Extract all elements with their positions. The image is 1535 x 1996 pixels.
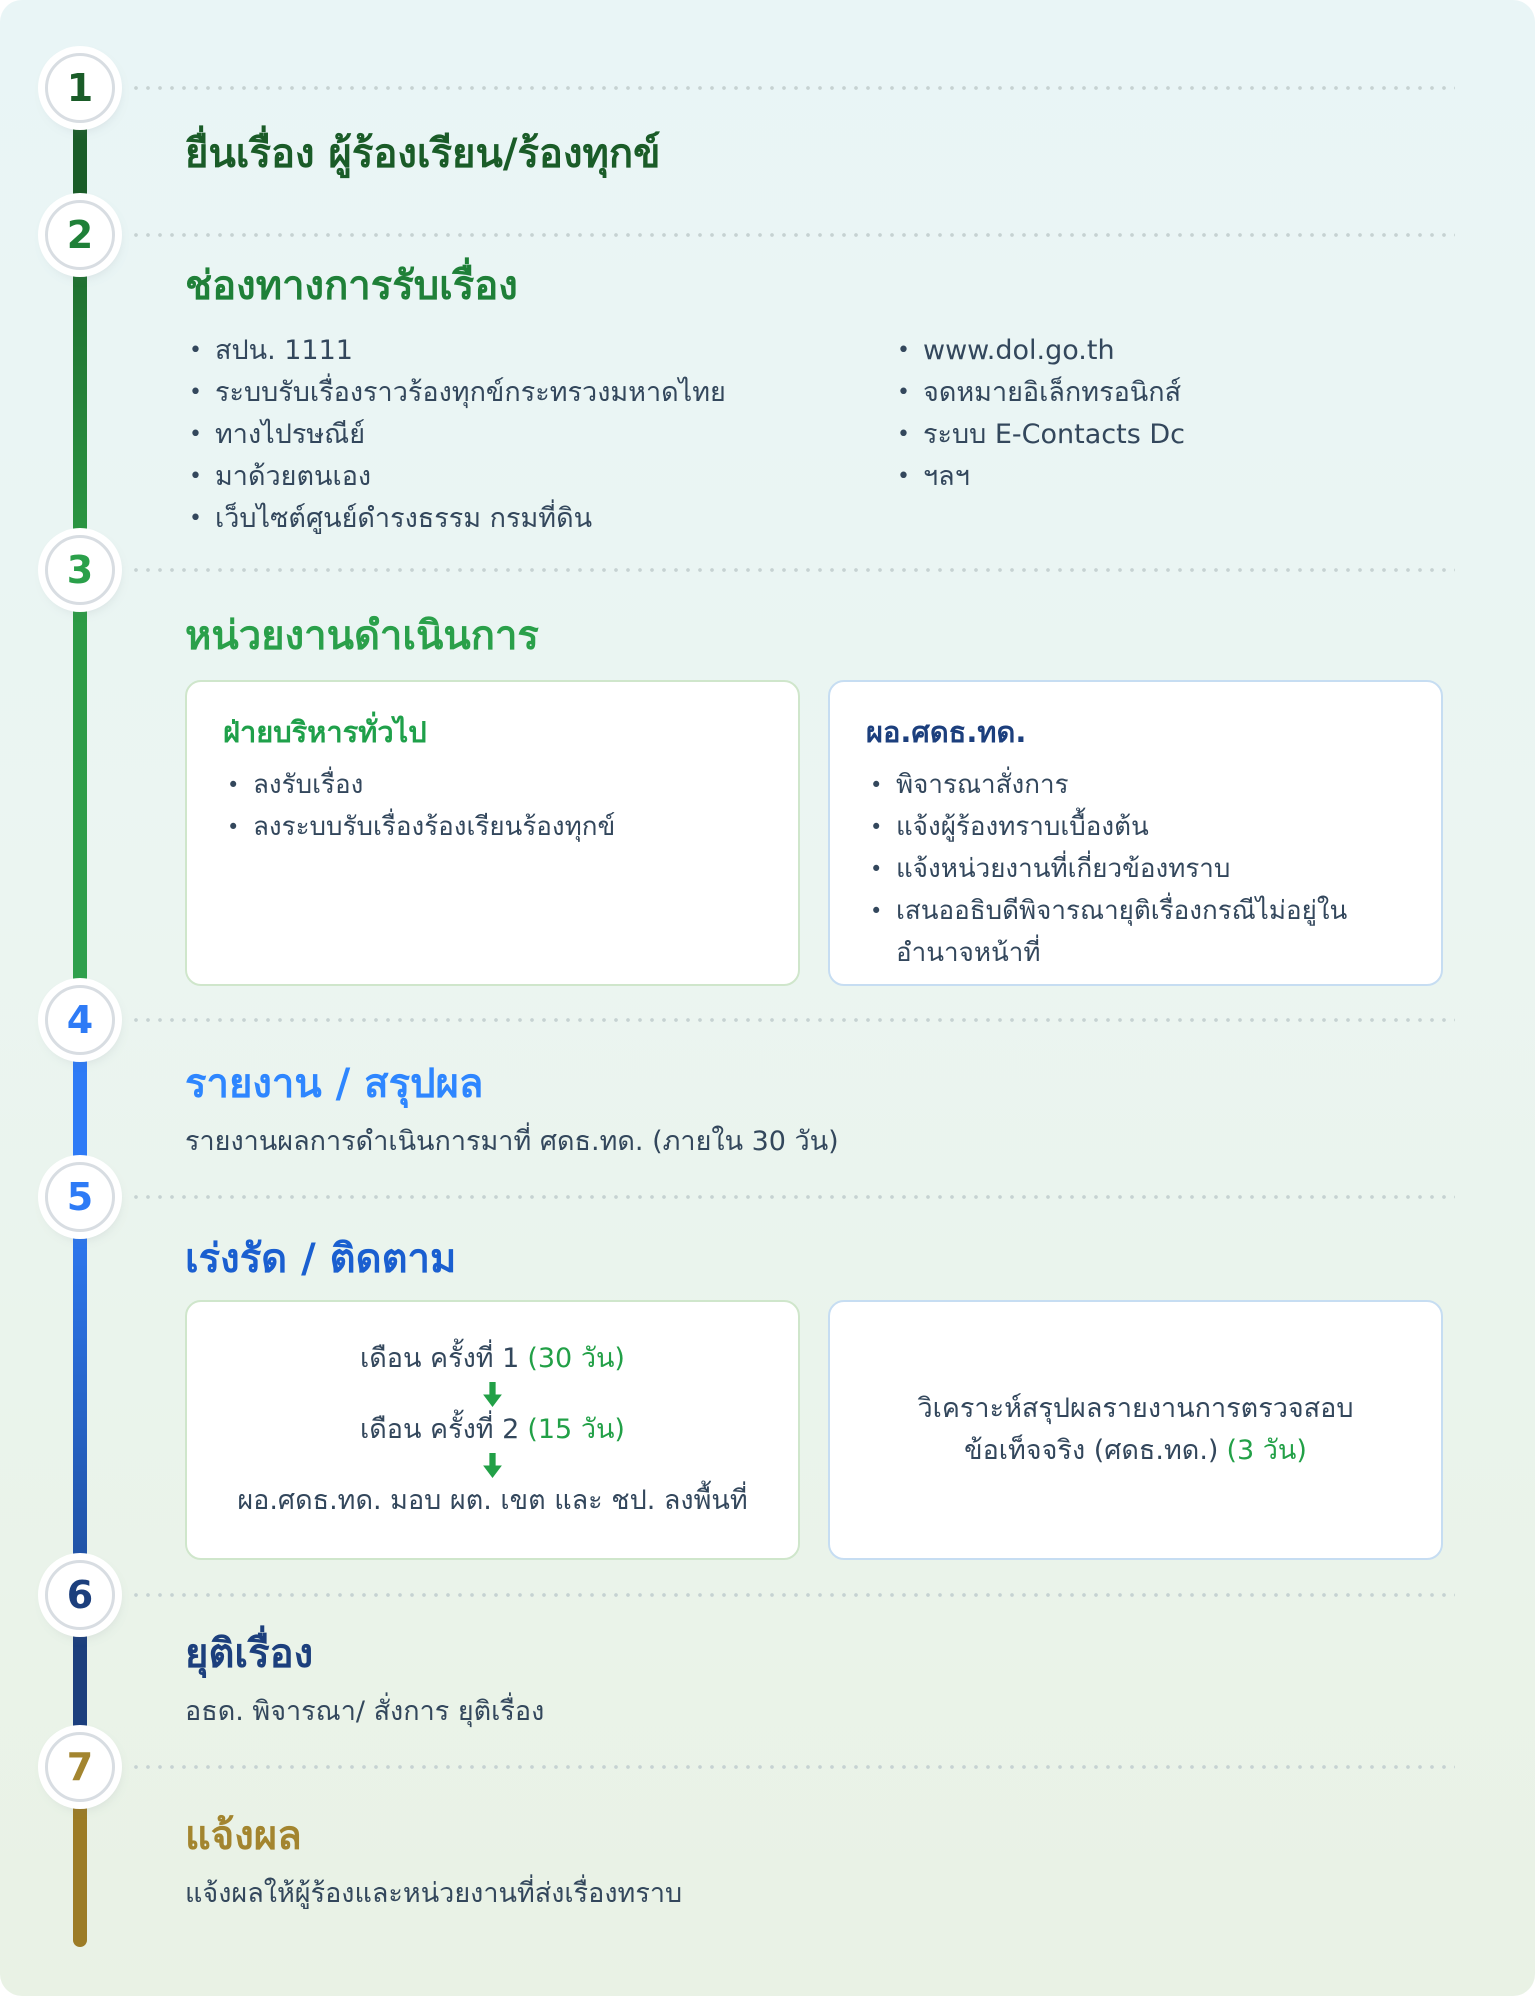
flow-step-2 xyxy=(360,1410,625,1450)
step-circle-5 xyxy=(45,1162,115,1232)
analysis-text: ข้อเท็จจริง (ศดธ.ทด.) xyxy=(964,1435,1219,1466)
step-circle-2 xyxy=(45,200,115,270)
analysis-line-2 xyxy=(964,1430,1307,1472)
dotted-divider xyxy=(130,568,1455,572)
flow-step-duration: (30 วัน) xyxy=(527,1343,625,1374)
channels-list-right xyxy=(893,330,1453,498)
dotted-divider xyxy=(130,1593,1455,1597)
channel-item: • ระบบ E-Contacts Dc xyxy=(893,414,1453,456)
step-title-report: รายงาน / สรุปผล xyxy=(185,1061,484,1107)
flow-step-3: ผอ.ศดธ.ทด. มอบ ผต. เขต และ ชป. ลงพื้นที่ xyxy=(237,1485,748,1516)
card-item-list xyxy=(866,764,1405,974)
flow-step-1 xyxy=(360,1339,625,1379)
step-title-operating-units: หน่วยงานดำเนินการ xyxy=(185,613,539,659)
step-number: 6 xyxy=(66,1573,94,1617)
step-circle-7 xyxy=(45,1732,115,1802)
dotted-divider xyxy=(130,1195,1455,1199)
card-item: • พิจารณาสั่งการ xyxy=(866,764,1405,806)
step-number: 2 xyxy=(66,213,94,257)
dotted-divider xyxy=(130,1765,1455,1769)
step-number: 3 xyxy=(66,548,94,592)
dotted-divider xyxy=(130,1018,1455,1022)
channel-item: • เว็บไซต์ศูนย์ดำรงธรรม กรมที่ดิน xyxy=(185,498,875,540)
step-circle-3 xyxy=(45,535,115,605)
analysis-line-1: วิเคราะห์สรุปผลรายงานการตรวจสอบ xyxy=(917,1393,1354,1424)
step-number: 5 xyxy=(66,1175,94,1219)
step-subtitle-report: รายงานผลการดำเนินการมาที่ ศดธ.ทด. (ภายใน 30 วัน) xyxy=(185,1126,839,1157)
channel-item: • www.dol.go.th xyxy=(893,330,1453,372)
step-number: 7 xyxy=(66,1745,94,1789)
step-title-close-case: ยุติเรื่อง xyxy=(185,1631,314,1677)
flow-step-duration: (15 วัน) xyxy=(527,1414,625,1445)
card-item: • แจ้งผู้ร้องทราบเบื้องต้น xyxy=(866,806,1405,848)
step-number: 4 xyxy=(66,998,94,1042)
channel-item: • จดหมายอิเล็กทรอนิกส์ xyxy=(893,372,1453,414)
step-title-followup: เร่งรัด / ติดตาม xyxy=(185,1236,457,1282)
flow-step-text: เดือน ครั้งที่ 2 xyxy=(360,1414,520,1445)
card-item: • แจ้งหน่วยงานที่เกี่ยวข้องทราบ xyxy=(866,848,1405,890)
channel-item: • ฯลฯ xyxy=(893,456,1453,498)
card-title: ฝ่ายบริหารทั่วไป xyxy=(223,715,427,749)
step-circle-6 xyxy=(45,1560,115,1630)
step-circle-1 xyxy=(45,53,115,123)
card-title: ผอ.ศดธ.ทด. xyxy=(866,715,1027,749)
timeline-segment-2 xyxy=(73,235,87,570)
card-item: • ลงระบบรับเรื่องร้องเรียนร้องทุกข์ xyxy=(223,806,762,848)
channels-list-left xyxy=(185,330,875,540)
step-circle-4 xyxy=(45,985,115,1055)
analysis-duration: (3 วัน) xyxy=(1226,1435,1307,1466)
timeline-segment-5 xyxy=(73,1197,87,1595)
step-title-channels: ช่องทางการรับเรื่อง xyxy=(185,263,518,309)
step-title-notify: แจ้งผล xyxy=(185,1813,302,1859)
step-subtitle-notify: แจ้งผลให้ผู้ร้องและหน่วยงานที่ส่งเรื่องทราบ xyxy=(185,1878,683,1909)
flow-step-text: เดือน ครั้งที่ 1 xyxy=(360,1343,520,1374)
card-item: • ลงรับเรื่อง xyxy=(223,764,762,806)
channel-item: • ทางไปรษณีย์ xyxy=(185,414,875,456)
channel-item: • มาด้วยตนเอง xyxy=(185,456,875,498)
card-director xyxy=(828,680,1443,986)
down-arrow-icon xyxy=(482,1453,503,1478)
timeline-segment-3 xyxy=(73,570,87,1020)
dotted-divider xyxy=(130,233,1455,237)
card-item: • เสนออธิบดีพิจารณายุติเรื่องกรณีไม่อยู่ในอำนาจหน้าที่ xyxy=(866,890,1405,974)
down-arrow-icon xyxy=(482,1382,503,1407)
step-title-submit: ยื่นเรื่อง ผู้ร้องเรียน/ร้องทุกข์ xyxy=(185,131,661,177)
card-analysis xyxy=(828,1300,1443,1560)
step-number: 1 xyxy=(66,66,94,110)
dotted-divider xyxy=(130,86,1455,90)
card-item-list xyxy=(223,764,762,848)
channel-item: • ระบบรับเรื่องราวร้องทุกข์กระทรวงมหาดไทย xyxy=(185,372,875,414)
step-subtitle-close-case: อธด. พิจารณา/ สั่งการ ยุติเรื่อง xyxy=(185,1696,545,1727)
channel-item: • สปน. 1111 xyxy=(185,330,875,372)
card-followup-flow xyxy=(185,1300,800,1560)
card-general-administration xyxy=(185,680,800,986)
